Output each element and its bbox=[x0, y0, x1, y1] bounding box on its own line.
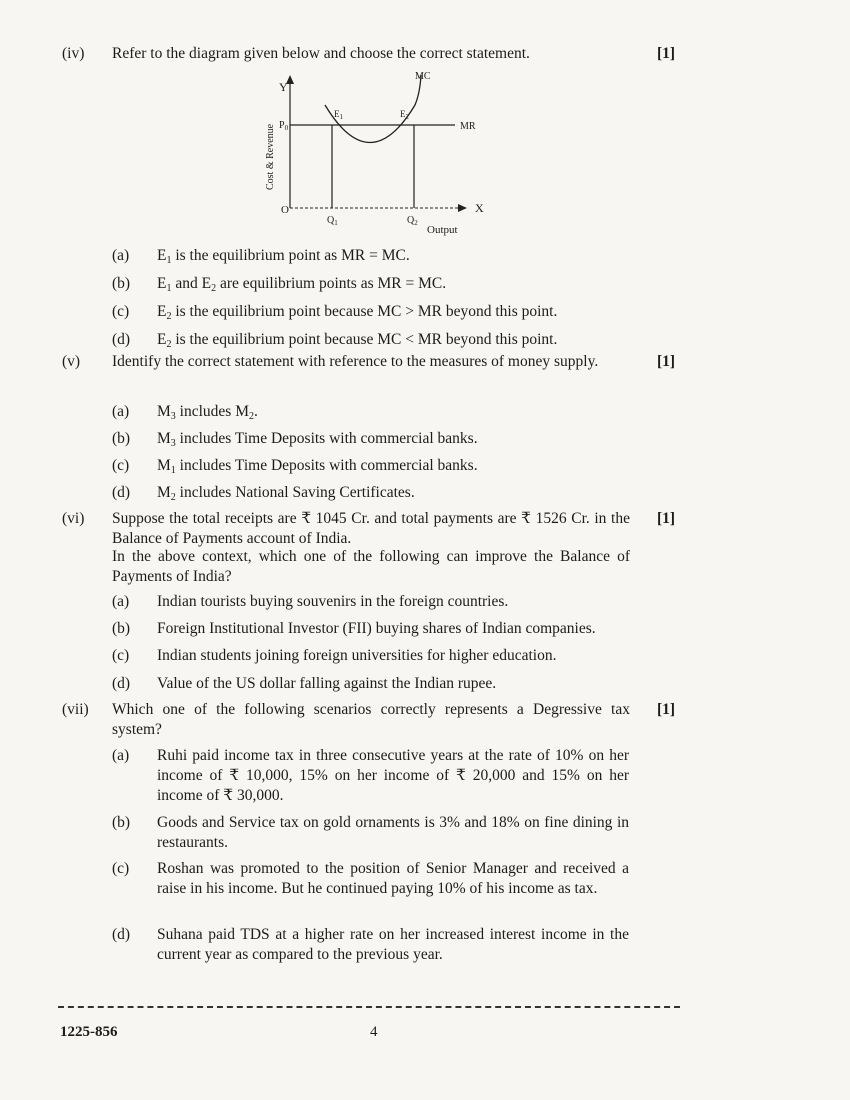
x-axis-label: X bbox=[475, 201, 484, 215]
marks-label: [1] bbox=[657, 510, 676, 527]
e1-label: $E_1$ bbox=[334, 109, 343, 121]
marks-label: [1] bbox=[657, 701, 676, 718]
p0-label: $P_0$ bbox=[279, 120, 289, 132]
question-text: Suppose the total receipts are ₹ 1045 Cr. and total payments are ₹ 1526 Cr. in the Balance of Payments account of India. bbox=[112, 510, 630, 547]
question-text: Which one of the following scenarios correctly represents a Degressive tax system? bbox=[112, 701, 630, 738]
question-number: (iv) bbox=[62, 45, 85, 62]
x-axis-arrow bbox=[458, 204, 467, 212]
y-axis-label: Y bbox=[279, 80, 288, 94]
question-number: (vi) bbox=[62, 510, 85, 527]
page-number: 4 bbox=[370, 1024, 378, 1040]
x-axis-title: Output bbox=[427, 224, 458, 236]
paper-code: 1225-856 bbox=[60, 1024, 118, 1040]
question-text: Identify the correct statement with reference to the measures of money supply. bbox=[112, 353, 599, 370]
marks-label: [1] bbox=[657, 45, 676, 62]
marks-label: [1] bbox=[657, 353, 676, 370]
question-number: (v) bbox=[62, 353, 81, 370]
q1-label: $Q_1$ bbox=[327, 215, 338, 227]
mc-label: MC bbox=[415, 71, 431, 82]
footer-divider bbox=[58, 1006, 680, 1008]
mr-label: MR bbox=[460, 121, 476, 132]
origin-label: O bbox=[281, 204, 289, 216]
q2-label: $Q_2$ bbox=[407, 215, 418, 227]
question-text: Refer to the diagram given below and choose the correct statement. bbox=[112, 45, 530, 62]
question-text-2: In the above context, which one of the following can improve the Balance of Payments of India? bbox=[112, 548, 630, 585]
y-axis-title: Cost & Revenue bbox=[265, 123, 276, 190]
e2-label: $E_2$ bbox=[400, 109, 409, 121]
question-number: (vii) bbox=[62, 701, 89, 718]
cost-revenue-diagram bbox=[255, 65, 495, 245]
exam-page: (iv) Refer to the diagram given below and choose the correct statement. [1] Y X O Cost & Revenue Output $P_0$ MC MR $E_1$ $E_2$ $Q_1$ $Q_2$ (a) $E_1$ is the equilibrium point as MR = MC. (b) $E_1$ and $E_2$ are equilibrium points as MR = MC. (c) $E_2$ is the equilibrium point because MC > MR beyond this point. (d) $E_2$ is the equilibrium point because MC < MR beyond this point. (v) Identify the correct statement with reference to the measures of money supply. [1] (a) $M_3$ includes $M_2$. (b) $M_3$ includes Time Deposits with commercial banks. (c) $M_1$ includes Time Deposits with commercial banks. (d) $M_2$ includes National Saving Certificates. (vi) Suppose the total receipts are ₹ 1045 Cr. and total payments are ₹ 1526 Cr. in the Balance of Payments account of India. In the above context, which one of the following can improve the Balance of Payments of India? [1] (a) Indian tourists buying souvenirs in the foreign countries. (b) Foreign Institutional Investor (FII) buying shares of Indian companies. (c) Indian students joining foreign universities for higher education. (d) Value of the US dollar falling against the Indian rupee. (vii) Which one of the following scenarios correctly represents a Degressive tax system? [1] (a) Ruhi paid income tax in three consecutive years at the rate of 10% on her income of ₹ 10,000, 15% on her income of ₹ 20,000 and 15% on her income of ₹ 30,000. (b) Goods and Service tax on gold ornaments is 3% and 18% on fine dining in restaurants. (c) Roshan was promoted to the position of Senior Manager and received a raise in his income. But he continued paying 10% of his income as tax. (d) Suhana paid TDS at a higher rate on her increased interest income in the current year as compared to the previous year. 1225-856 4 bbox=[0, 0, 850, 1100]
